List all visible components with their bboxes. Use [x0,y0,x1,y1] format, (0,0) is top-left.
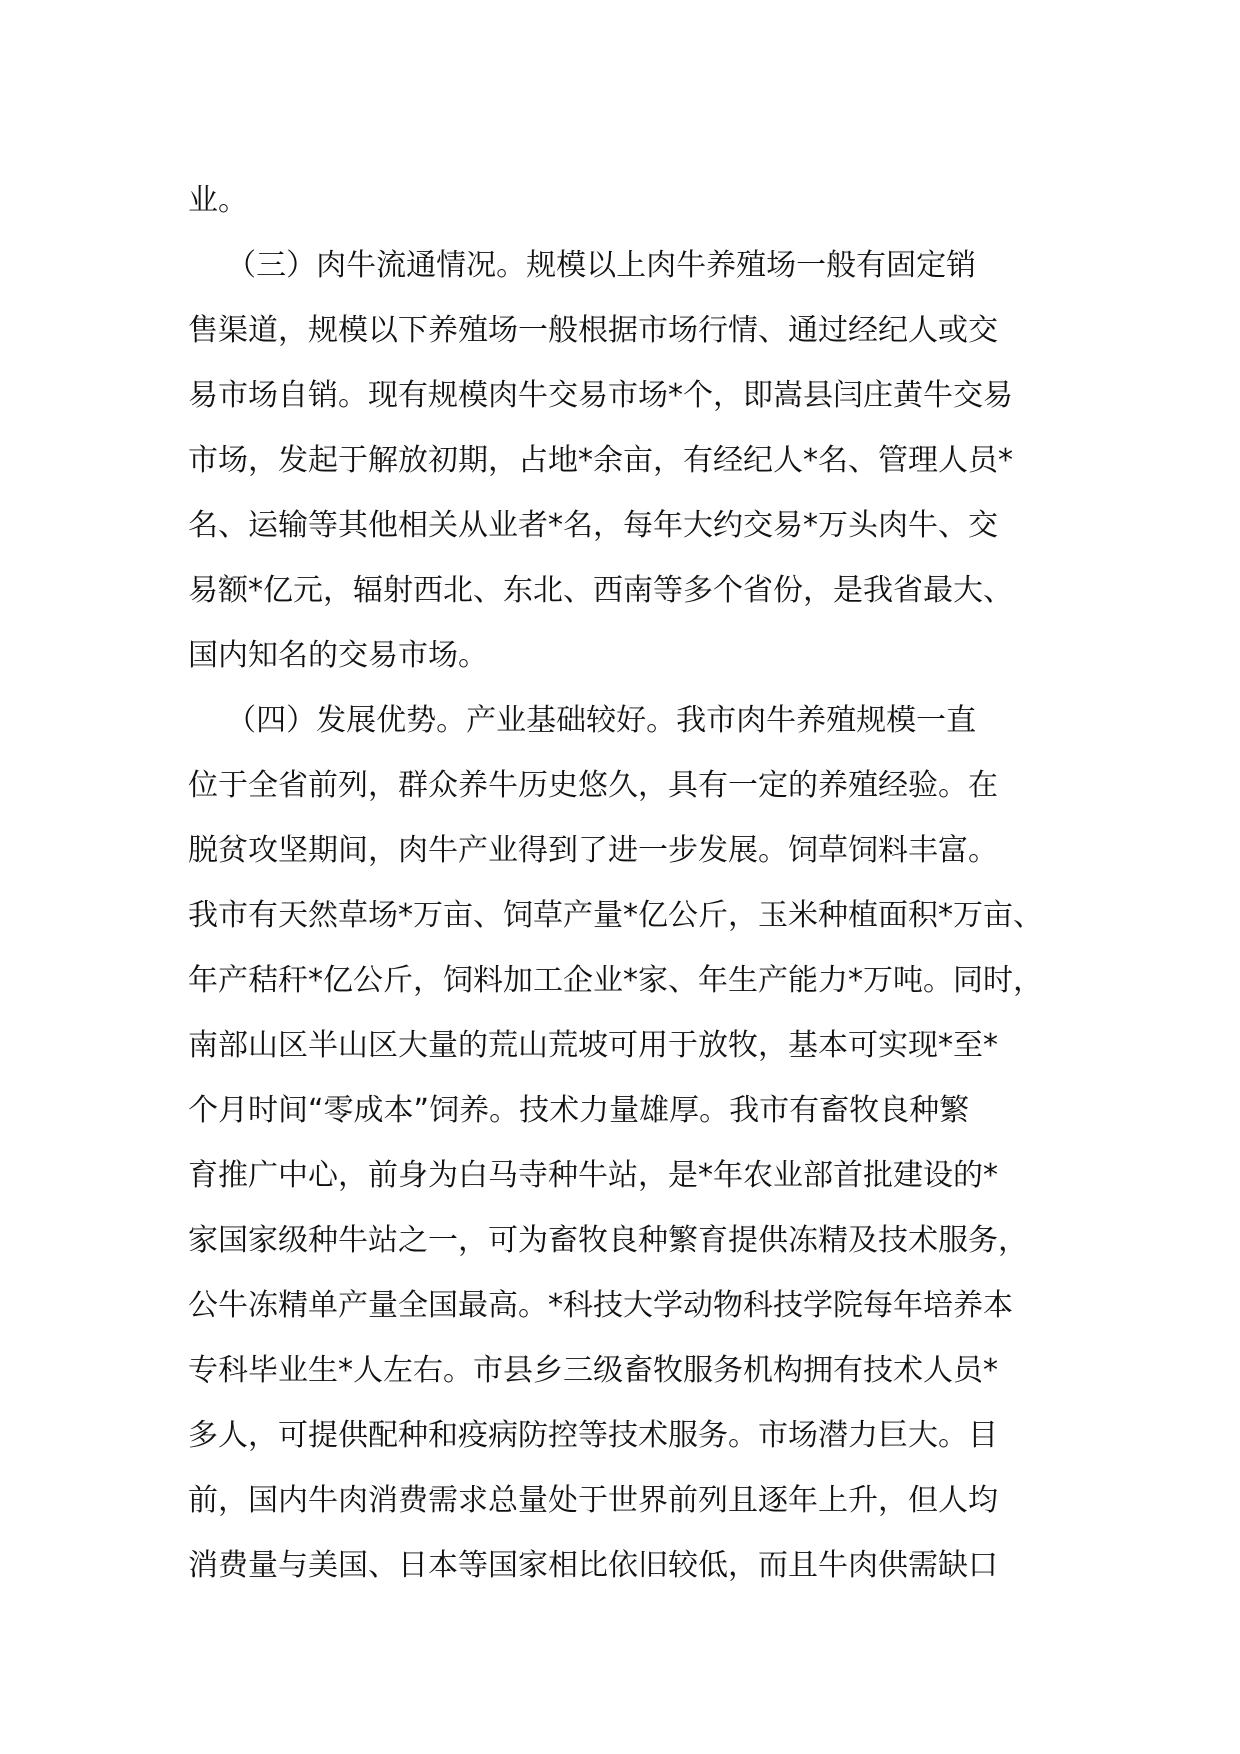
text-line: 专科毕业生*人左右。市县乡三级畜牧服务机构拥有技术人员* [188,1353,998,1388]
text-line: （三）肉牛流通情况。规模以上肉牛养殖场一般有固定销 [188,248,977,283]
text-line: 易额*亿元，辐射西北、东北、西南等多个省份，是我省最大、 [188,573,1013,608]
text-line: （四）发展优势。产业基础较好。我市肉牛养殖规模一直 [188,703,977,738]
text-line: 前，国内牛肉消费需求总量处于世界前列且逐年上升，但人均 [188,1483,998,1518]
text-line: 南部山区半山区大量的荒山荒坡可用于放牧，基本可实现*至* [188,1028,998,1063]
text-line: 业。 [188,183,248,218]
text-line: 育推广中心，前身为白马寺种牛站，是*年农业部首批建设的* [188,1158,998,1193]
text-line: 消费量与美国、日本等国家相比依旧较低，而且牛肉供需缺口 [188,1548,998,1583]
text-line: 位于全省前列，群众养牛历史悠久，具有一定的养殖经验。在 [188,768,998,803]
text-line: 个月时间“零成本”饲养。技术力量雄厚。我市有畜牧良种繁 [188,1093,970,1128]
text-line: 我市有天然草场*万亩、饲草产量*亿公斤，玉米种植面积*万亩、 [188,898,1043,933]
text-line: 公牛冻精单产量全国最高。*科技大学动物科技学院每年培养本 [188,1288,1013,1323]
text-line: 国内知名的交易市场。 [188,638,488,673]
text-line: 年产秸秆*亿公斤，饲料加工企业*家、年生产能力*万吨。同时， [188,963,1043,998]
text-line: 家国家级种牛站之一，可为畜牧良种繁育提供冻精及技术服务， [188,1223,1028,1258]
text-line: 名、运输等其他相关从业者*名，每年大约交易*万头肉牛、交 [188,508,998,543]
text-line: 多人，可提供配种和疫病防控等技术服务。市场潜力巨大。目 [188,1418,998,1453]
text-line: 易市场自销。现有规模肉牛交易市场*个，即嵩县闫庄黄牛交易 [188,378,1013,413]
body-text [188,168,1068,1598]
text-line: 市场，发起于解放初期，占地*余亩，有经纪人*名、管理人员* [188,443,1013,478]
text-line: 售渠道，规模以下养殖场一般根据市场行情、通过经纪人或交 [188,313,998,348]
text-line: 脱贫攻坚期间，肉牛产业得到了进一步发展。饲草饲料丰富。 [188,833,998,868]
